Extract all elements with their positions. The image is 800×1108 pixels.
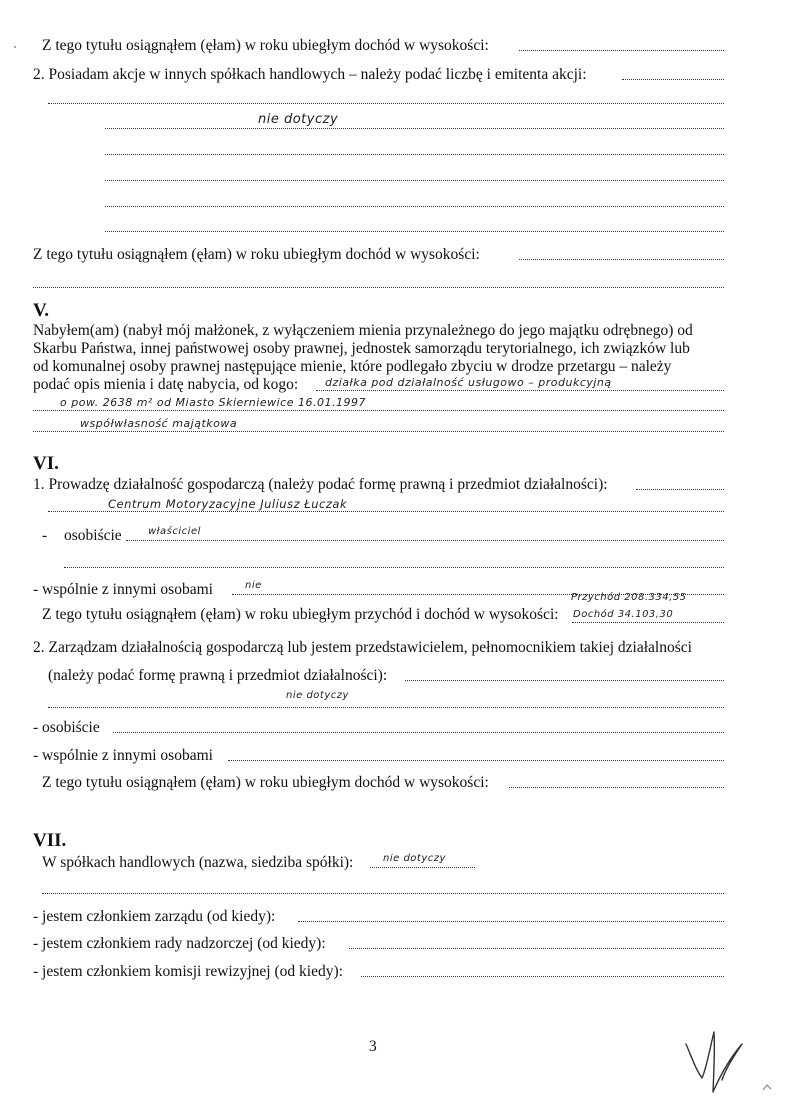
- section-vii-supervisory-label: - jestem członkiem rady nadzorczej (od kiedy):: [33, 935, 326, 952]
- section-vi-income-answer: Dochód 34.103,30: [573, 609, 674, 620]
- section-vi-item-2-field[interactable]: [405, 680, 724, 681]
- income-line-2: Z tego tytułu osiągnąłem (ęłam) w roku ubiegłym dochód w wysokości:: [33, 246, 480, 263]
- section-vii-companies-answer: nie dotyczy: [383, 853, 446, 864]
- section-vi-item-2-field-b[interactable]: [48, 707, 724, 708]
- section-v-line-2: Skarbu Państwa, innej państwowej osoby prawnej, jednostek samorządu terytorialnego, ich związków lub: [33, 340, 690, 357]
- section-vi-item-1: 1. Prowadzę działalność gospodarczą (należy podać formę prawną i przedmiot działalności):: [33, 476, 608, 493]
- shares-field-2[interactable]: [105, 128, 724, 129]
- shares-field-6[interactable]: [105, 231, 724, 232]
- section-vii-companies-field-b[interactable]: [42, 893, 724, 894]
- section-v-field-2[interactable]: [33, 410, 724, 411]
- section-vi-personally-field[interactable]: [126, 540, 724, 541]
- section-vii-audit-field[interactable]: [361, 976, 724, 977]
- income-line-2-field[interactable]: [519, 259, 724, 260]
- section-vi-heading: VI.: [33, 453, 59, 474]
- section-vi-income2-label: Z tego tytułu osiągnąłem (ęłam) w roku ubiegłym dochód w wysokości:: [42, 774, 489, 791]
- section-vii-supervisory-field[interactable]: [349, 948, 724, 949]
- section-vii-heading: VII.: [33, 830, 67, 851]
- income-line-2-field-b[interactable]: [33, 287, 724, 288]
- shares-field-3[interactable]: [105, 154, 724, 155]
- section-vi-personally2-label: - osobiście: [33, 719, 100, 736]
- income-line-1-field[interactable]: [519, 50, 724, 51]
- section-v-line-1: Nabyłem(am) (nabył mój małżonek, z wyłączeniem mienia przynależnego do jego majątku odrębnego) od: [33, 322, 693, 339]
- section-v-heading: V.: [33, 300, 50, 321]
- section-vi-item-1-field-b[interactable]: [48, 511, 724, 512]
- section-vi-revenue-answer: Przychód 208.334,55: [571, 592, 687, 603]
- section-vi-income2-field[interactable]: [509, 787, 724, 788]
- section-vi-income-field[interactable]: [572, 622, 724, 623]
- section-vi-personally2-field[interactable]: [113, 732, 724, 733]
- income-line-1: Z tego tytułu osiągnąłem (ęłam) w roku ubiegłym dochód w wysokości:: [42, 37, 489, 54]
- section-vi-income-label: Z tego tytułu osiągnąłem (ęłam) w roku ubiegłym przychód i dochód w wysokości:: [42, 606, 559, 623]
- section-v-answer-1: działka pod działalność usługowo – produkcyjną: [325, 376, 612, 389]
- section-vi-personally-answer: właściciel: [148, 526, 201, 537]
- section-vii-board-field[interactable]: [298, 921, 724, 922]
- shares-field-4[interactable]: [105, 180, 724, 181]
- scan-speck-icon: [12, 44, 18, 50]
- section-v-line-3: od komunalnej osoby prawnej następujące mienie, które podlegało zbyciu w drodze przetargu – należy: [33, 358, 672, 375]
- shares-item-2: 2. Posiadam akcje w innych spółkach handlowych – należy podać liczbę i emitenta akcji:: [33, 66, 587, 83]
- section-vii-audit-label: - jestem członkiem komisji rewizyjnej (od kiedy):: [33, 963, 343, 980]
- page-number: 3: [369, 1038, 377, 1055]
- section-vi-item-1-field[interactable]: [636, 489, 724, 490]
- section-vi-dash-1: -: [42, 527, 48, 544]
- section-vi-personally-label: osobiście: [64, 527, 122, 544]
- section-vi-jointly2-label: - wspólnie z innymi osobami: [33, 747, 213, 764]
- shares-answer: nie dotyczy: [258, 112, 339, 127]
- section-vi-item-2-answer: nie dotyczy: [286, 690, 349, 701]
- section-v-field-3[interactable]: [33, 431, 724, 432]
- section-v-field-1[interactable]: [316, 390, 724, 391]
- section-vii-board-label: - jestem członkiem zarządu (od kiedy):: [33, 908, 276, 925]
- section-v-answer-2: o pow. 2638 m² od Miasto Skierniewice 16.01.1997: [60, 396, 366, 409]
- section-v-answer-3: współwłasność majątkowa: [80, 417, 238, 430]
- section-vi-jointly2-field[interactable]: [228, 760, 724, 761]
- section-v-line-4: podać opis mienia i datę nabycia, od kogo:: [33, 376, 299, 393]
- shares-field-1[interactable]: [48, 103, 724, 104]
- section-vi-item-2-line-1: 2. Zarządzam działalnością gospodarczą lub jestem przedstawicielem, pełnomocnikiem takiej działalności: [33, 639, 692, 656]
- shares-field-5[interactable]: [105, 206, 724, 207]
- section-vii-companies-field[interactable]: [370, 867, 475, 868]
- section-vi-jointly-answer: nie: [245, 580, 262, 591]
- section-vii-companies-label: W spółkach handlowych (nazwa, siedziba spółki):: [42, 854, 354, 871]
- shares-field-0[interactable]: [622, 79, 724, 80]
- scan-mark-icon: [762, 1082, 774, 1092]
- section-vi-jointly-label: - wspólnie z innymi osobami: [33, 581, 213, 598]
- section-vi-item-2-line-2: (należy podać formę prawną i przedmiot działalności):: [48, 667, 388, 684]
- section-vi-item-1-answer: Centrum Motoryzacyjne Juliusz Łuczak: [108, 497, 348, 511]
- signature-image: [680, 1018, 760, 1100]
- section-vi-personally-field-b[interactable]: [64, 567, 724, 568]
